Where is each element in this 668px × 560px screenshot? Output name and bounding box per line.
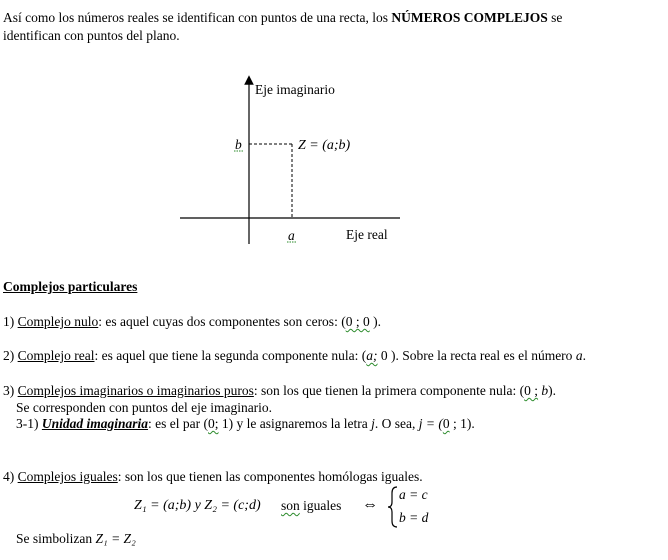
item3-sub-code2: 0 [442, 416, 450, 431]
item3-sub-text3: . O sea, [374, 416, 416, 431]
item2-number: 2) [3, 348, 15, 363]
symbolize-line [16, 531, 136, 547]
item3-sub-term: Unidad imaginaria [41, 416, 149, 431]
item3-var: b [541, 383, 549, 398]
section-title: Complejos particulares [3, 279, 138, 294]
item-complejo-real [3, 348, 586, 364]
item3-term: Complejos imaginarios o imaginarios puros [17, 383, 254, 398]
y-axis-label: Eje imaginario [255, 82, 335, 97]
iff-symbol: ⇔ [362, 496, 378, 513]
item1-code: 0 ; 0 [345, 314, 370, 329]
equality-formula-left: Z₁ = (a;b) y Z₂ = (c;d) [134, 498, 261, 513]
item2-code: a; [366, 348, 378, 363]
symbolize-eq: Z₁ = Z₂ [95, 531, 136, 546]
item1-text: : es aquel cuyas dos componentes son ceros: ( [98, 314, 346, 329]
item3-sub-end: ; 1). [452, 416, 475, 431]
item3-number: 3) [3, 383, 15, 398]
item2-term: Complejo real [17, 348, 95, 363]
item1-term: Complejo nulo [17, 314, 99, 329]
item-imaginarios-puros [3, 383, 556, 399]
intro-text-1: Así como los números reales se identifican con puntos de una recta, los [3, 10, 389, 25]
item3-sub-text2: 1) y le asignaremos la letra [221, 416, 368, 431]
b-tick-label: b [235, 137, 242, 152]
item-complejo-nulo [3, 314, 381, 330]
item3-sub-var: j [371, 416, 375, 431]
item1-number: 1) [3, 314, 15, 329]
item2-text: : es aquel que tiene la segunda componente nula: ( [94, 348, 367, 363]
item2-end: . [582, 348, 586, 363]
item4-number: 4) [3, 469, 15, 484]
item1-close: ). [373, 314, 381, 329]
item3-sub-code: 0; [208, 416, 219, 431]
item-complejos-iguales [3, 469, 423, 485]
intro-line-2: identifican con puntos del plano. [3, 28, 180, 43]
item3-sub-number: 3-1) [16, 416, 39, 431]
symbolize-text: Se simbolizan [16, 531, 93, 546]
item3-sub-text: : es el par ( [148, 416, 209, 431]
condition-2: b = d [399, 510, 429, 525]
item4-text: : son los que tienen las componentes homólogas iguales. [117, 469, 423, 484]
equality-son: son [281, 498, 300, 513]
a-tick-label: a [288, 228, 295, 243]
system-brace [386, 485, 400, 529]
condition-1: a = c [399, 487, 428, 502]
equality-formula-mid [281, 498, 341, 514]
item3-text: : son los que tienen la primera componente nula: ( [253, 383, 525, 398]
item3-close: ). [548, 383, 557, 398]
item2-rest: 0 ). Sobre la recta real es el número [380, 348, 573, 363]
equality-iguales: iguales [303, 498, 342, 513]
item3-code: 0 ; [524, 383, 539, 398]
item3-sub-eq: j = ( [418, 416, 443, 431]
item2-var: a [575, 348, 583, 363]
x-axis-label: Eje real [346, 227, 388, 242]
item4-term: Complejos iguales [17, 469, 118, 484]
item3-line-2: Se corresponden con puntos del eje imaginario. [16, 400, 273, 415]
intro-bold-term: NÚMEROS COMPLEJOS [391, 10, 548, 25]
point-z-label: Z = (a;b) [298, 138, 351, 153]
complex-plane-diagram [0, 0, 668, 260]
intro-text-2: se [551, 10, 563, 25]
item-unidad-imaginaria [16, 416, 475, 432]
